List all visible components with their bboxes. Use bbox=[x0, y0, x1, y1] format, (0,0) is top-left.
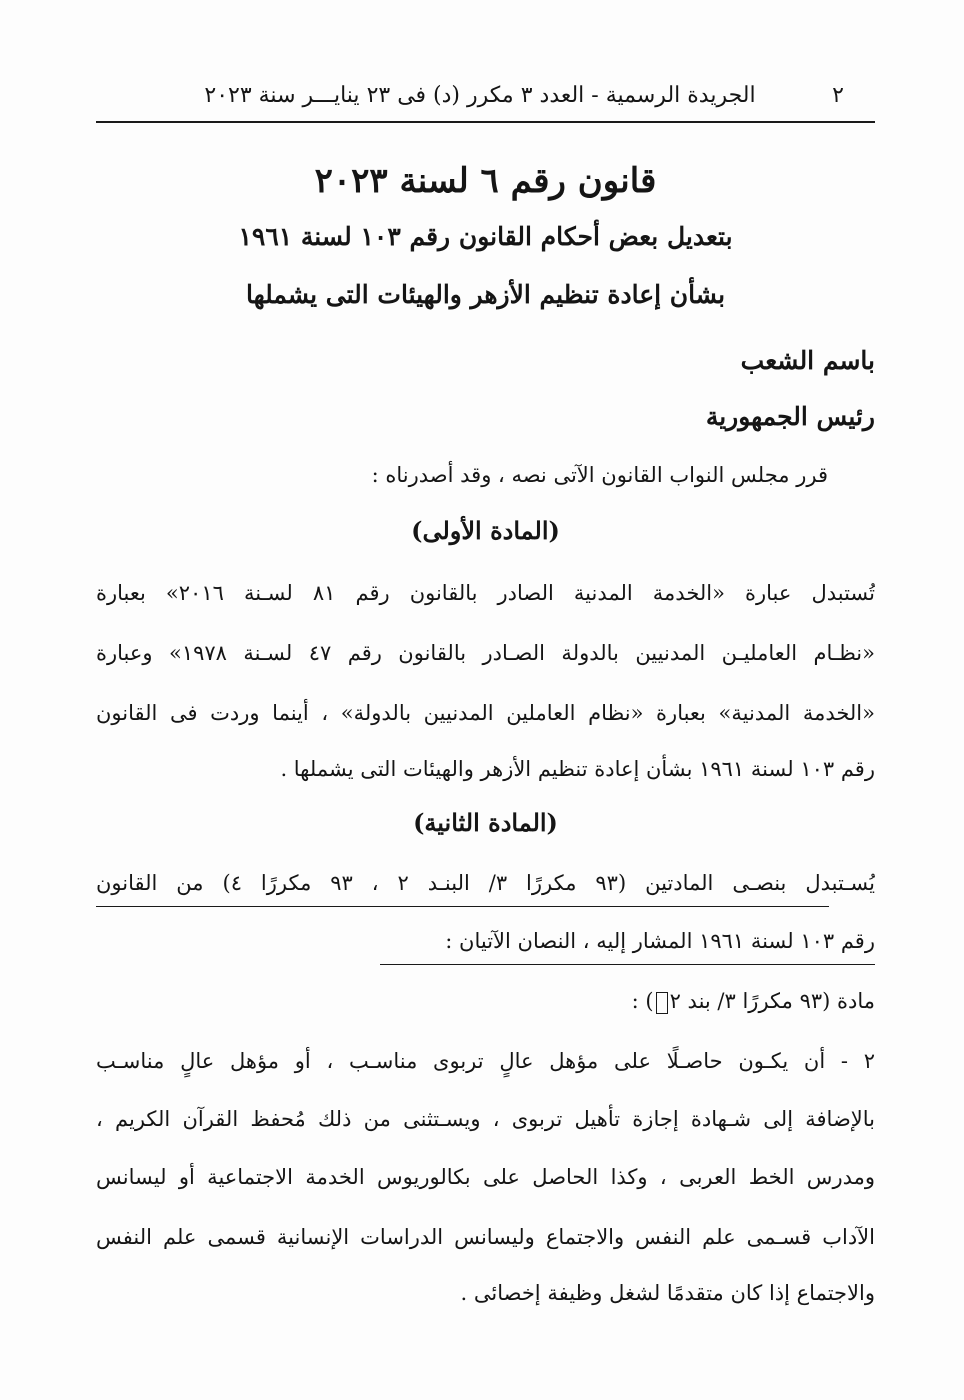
underline-1 bbox=[96, 906, 829, 907]
article-1-heading: (المادة الأولى) bbox=[411, 516, 560, 545]
law-title: قانون رقم ٦ لسنة ٢٠٢٣ bbox=[314, 161, 657, 201]
article-1-line-1: تُستبدل عبارة «الخدمة المدنية الصادر بالقانون رقم ٨١ لسـنة ٢٠١٦» بعبارة bbox=[96, 581, 875, 605]
article-ref-line bbox=[96, 978, 875, 1024]
article-2-body-line-2: بالإضافة إلى شـهادة إجازة تأهيل تربوى ، ويسـتثنى من ذلك مُحفظ القرآن الكريم ، bbox=[96, 1107, 875, 1131]
article-2-heading: (المادة الثانية) bbox=[413, 808, 558, 837]
article-ref-end: ) : bbox=[631, 989, 654, 1013]
article-1-line-2: «نظـام العامليـن المدنيين بالدولة الصـادر بالقانون رقم ٤٧ لسـنة ١٩٧٨» وعبارة bbox=[96, 641, 875, 665]
article-2-body-line-1: ٢ - أن يكـون حاصـلًا على مؤهل عالٍ تربوى مناسـب ، أو مؤهل عالٍ مناسـب bbox=[96, 1049, 875, 1073]
in-name-of-people: باسم الشعب bbox=[740, 346, 875, 375]
president-label: رئيس الجمهورية bbox=[705, 402, 875, 431]
law-subtitle-1: بتعديل بعض أحكام القانون رقم ١٠٣ لسنة ١٩٦١ bbox=[238, 222, 733, 251]
header-divider bbox=[96, 121, 875, 123]
article-2-line-1: يُسـتبدل بنصـى المادتين (٩٣ مكررًا ٣/ البنـد ٢ ، ٩٣ مكررًا ٤) من القانون bbox=[96, 871, 875, 895]
article-1-line-4: رقم ١٠٣ لسنة ١٩٦١ بشأن إعادة تنظيم الأزهر والهيئات التى يشملها . bbox=[280, 757, 875, 781]
article-2-body-line-3: ومدرس الخط العربى ، وكذا الحاصل على بكالوريوس الخدمة الاجتماعية أو ليسانس bbox=[96, 1165, 875, 1189]
page-number: ٢ bbox=[832, 83, 844, 108]
gazette-header: الجريدة الرسمية - العدد ٣ مكرر (د) فى ٢٣ ينايـــر سنة ٢٠٢٣ bbox=[204, 83, 756, 108]
underline-2 bbox=[380, 964, 875, 965]
article-2-body-line-5: والاجتماع إذا كان متقدمًا لشغل وظيفة إخصائى . bbox=[460, 1281, 875, 1305]
law-subtitle-2: بشأن إعادة تنظيم الأزهر والهيئات التى يشملها bbox=[245, 280, 726, 309]
article-1-line-3: «الخدمة المدنية» بعبارة «نظام العاملين المدنيين بالدولة» ، أينما وردت فى القانون bbox=[96, 701, 875, 725]
missing-glyph-box bbox=[656, 992, 668, 1014]
preamble-text: قرر مجلس النواب القانون الآتى نصه ، وقد أصدرناه : bbox=[371, 463, 828, 487]
article-2-line-2: رقم ١٠٣ لسنة ١٩٦١ المشار إليه ، النصان الآتيان : bbox=[445, 929, 875, 953]
article-2-body-line-4: الآداب قسـمى علم النفس والاجتماع وليسانس الدراسات الإنسانية قسمى علم النفس bbox=[96, 1225, 875, 1249]
article-ref: مادة (٩٣ مكررًا ٣/ بند ٢ bbox=[669, 989, 875, 1013]
